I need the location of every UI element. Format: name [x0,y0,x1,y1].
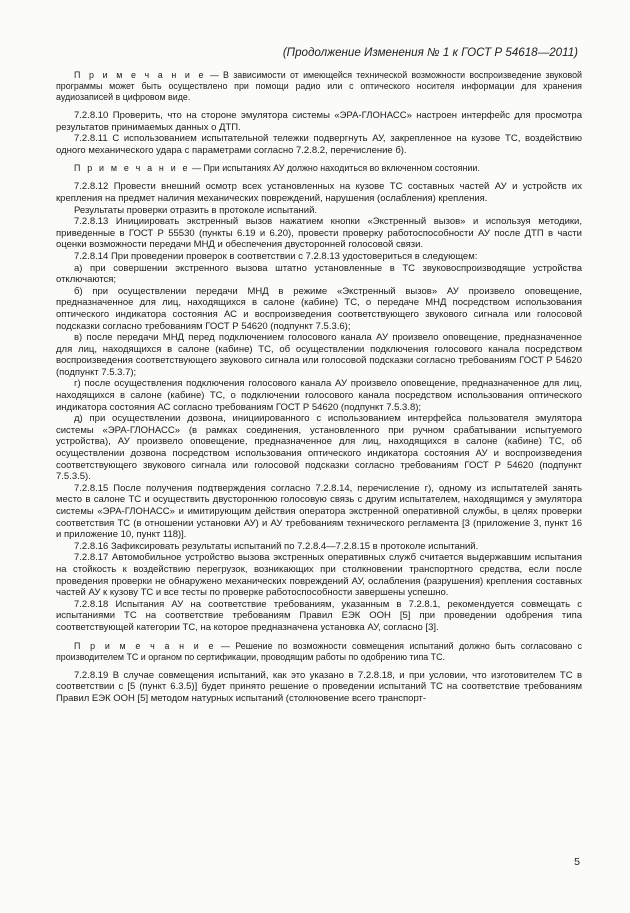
note-label: П р и м е ч а н и е [74,163,190,174]
note-paragraph [56,641,582,663]
note-text: — Решение по возможности совмещения испытаний должно быть согласовано с производителем ТС и органом по сертификации, проводящим работы по одобрению типа ТС. [56,640,582,662]
clause-7-2-8-11: 7.2.8.11 С использованием испытательной тележки подвергнуть АУ, закрепленное на кузове ТС, воздействию одного механического удара с параметрами согласно 7.2.8.2, перечисление б). [56,133,582,156]
clause-7-2-8-17: 7.2.8.17 Автомобильное устройство вызова экстренных оперативных служб считается выдержавшим испытания на стойкость к воздействию перегрузок, возникающих при столкновении транспортного средства, если после проведения проверки не обнаружено механических повреждений АУ, ослабления (разрушения) крепления составных частей АУ к кузову ТС и все тесты по проверке работоспособности завершены успешно. [56,552,582,599]
page-header: (Продолжение Изменения № 1 к ГОСТ Р 54618—2011) [282,46,578,59]
list-item-d: д) при осуществлении дозвона, инициированного с использованием интерфейса пользователя эмулятора системы «ЭРА-ГЛОНАСС» (в рамках соединения, установленного при ручном срабатывании испытуемого устройства), АУ произвело оповещение, предназначенное для лиц, находящихся в салоне (кабине) ТС, об осуществлении дозвона посредством использования оптического индикатора состояния АУ и воспроизведения соответствующего звукового сигнала или голосовой подсказки согласно требованиям ГОСТ Р 54620 (подпункт 7.5.3.5). [56,413,582,483]
list-item-g: г) после осуществления подключения голосового канала АУ произвело оповещение, предназначенное для лиц, находящихся в салоне (кабине) ТС, о подключении голосового канала посредством использования оптического индикатора состояния АС согласно требованиям ГОСТ Р 54620 (подпункт 7.5.3.8); [56,378,582,413]
clause-7-2-8-10: 7.2.8.10 Проверить, что на стороне эмулятора системы «ЭРА-ГЛОНАСС» настроен интерфейс для просмотра результатов принимаемых данных о ДТП. [56,110,582,133]
list-item-a: а) при совершении экстренного вызова штатно установленные в ТС звуковоспроизводящие устройства отключаются; [56,262,582,286]
clause-7-2-8-15: 7.2.8.15 После получения подтверждения согласно 7.2.8.14, перечисление г), одному из испытателей занять место в салоне ТС и осуществить двустороннюю голосовую связь с другим испытателем, находящимся у эмулятора системы «ЭРА-ГЛОНАСС» и имитирующим действия оператора экстренной оперативной службы, в целях проверки соответствия ТС (в отношении установки АУ) и АУ требованиям технического регламента [3 (приложение 3, пункт 16 и приложение 10, пункт 118)]. [56,482,582,541]
clause-7-2-8-12: 7.2.8.12 Провести внешний осмотр всех установленных на кузове ТС составных частей АУ и устройств их крепления на предмет наличия механических повреждений, нарушения (ослабления) крепления. [56,181,582,204]
document-body [56,70,582,704]
clause-7-2-8-14: 7.2.8.14 При проведении проверок в соответствии с 7.2.8.13 удостовериться в следующем: [74,250,478,262]
clause-7-2-8-16: 7.2.8.16 Зафиксировать результаты испытаний по 7.2.8.4—7.2.8.15 в протоколе испытаний. [74,540,479,552]
list-item-v: в) после передачи МНД перед подключением голосового канала АУ произвело оповещение, предназначенное для лиц, находящихся в салоне (кабине) ТС, об осуществлении подключения голосового канала посредством воспроизведения соответствующего звукового сигнала или голосовой подсказки согласно требованиям ГОСТ Р 54620 (подпункт 7.5.3.7); [56,332,582,378]
note-text: — При испытаниях АУ должно находиться во включенном состоянии. [189,163,480,174]
note-paragraph [56,70,582,103]
note-label: П р и м е ч а н и е [74,640,216,651]
clause-7-2-8-19: 7.2.8.19 В случае совмещения испытаний, как это указано в 7.2.8.18, и при условии, что изготовителем ТС в соответствии с [5 (пункт 6.3.5)] будет принято решение о проведении испытаний ТС на соответствие требованиям Правил ЕЭК ООН [5] методом натурных испытаний (столкновение всего транспорт- [56,669,582,704]
results-paragraph: Результаты проверки отразить в протоколе испытаний. [74,204,318,216]
note-label: П р и м е ч а н и е [74,70,206,80]
page-number: 5 [574,856,580,868]
clause-7-2-8-18: 7.2.8.18 Испытания АУ на соответствие требованиям, указанным в 7.2.8.1, рекомендуется совмещать с испытаниями ТС на соответствие требованиям Правил ЕЭК ООН [5] при проведении одобрения типа соответствующей категории ТС, на которое предназначена установка АУ, согласно [3]. [56,598,582,633]
note-paragraph [56,163,582,174]
clause-7-2-8-13: 7.2.8.13 Инициировать экстренный вызов нажатием кнопки «Экстренный вызов» и используя методики, приведенные в ГОСТ Р 55530 (пункты 6.19 и 6.20), провести проверку работоспособности АУ после ДТП в части оценки возможности передачи МНД и обеспечения двусторонней голосовой связи. [56,216,582,251]
list-item-b: б) при осуществлении передачи МНД в режиме «Экстренный вызов» АУ произвело оповещение, предназначенное для лиц, находящихся в салоне (кабине) ТС, о передаче МНД посредством использования оптического индикатора состояния АС и воспроизведения соответствующего звукового сигнала или голосовой подсказки согласно требованиям ГОСТ Р 54620 (подпункт 7.5.3.6); [56,285,582,332]
note-text: — В зависимости от имеющейся технической возможности воспроизведение звуковой программы может быть осуществлено при помощи радио или с оптического носителя информации для хранения аудиозаписей в цифровом виде. [56,70,583,102]
